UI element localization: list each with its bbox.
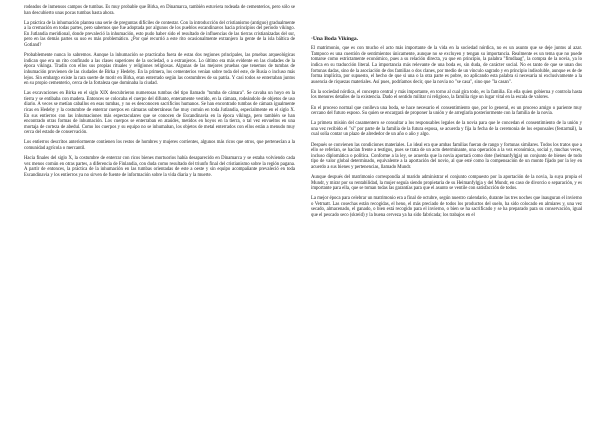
paragraph: rodeados de inmensos campos de tumbas. Es muy probable que Birka, en Dinamarca, también estuviera rodeada de cementerios, pero sólo se han descubierto unas pocas tumbas hasta ahora. — [24, 5, 295, 16]
paragraph: El matrimonio, que es con mucho el acto más importante de la vida en la sociedad nórdica, no es un asunto que se deje juntos al azar. Tampoco es una cuestión de sentimientos únicamente, aunque no se excluyen y tengan su importancia. Realmente es un tema que no puede tomarse como estrictamente económico, pues a su relación directa, ya que en principio, la palabra "fimdlaag", la compra de la novia, ya lo indica en su traducción literal. La importancia más relevante de una boda es, sin duda, de carácter social. No es tanto de que se unan dos fortunas dadas, sino de la asociación de dos familias o dos clanes, por medio de un vínculo sagrado y en principio indisoluble, aunque es de de forma implícita, por supuesto, el hecho de que si una o la otra parte es pobre, no aplicando esta palabra si necesaria ni exclusivamente a la ausencia de riquezas materiales. Así pues, podríamos decir, que la novia no "se casa", sino que "la casan". — [311, 46, 582, 85]
paragraph: En la sociedad nórdica, el concepto central y más importante, en torno al cual gira todo, es la familia. En ella quien gobierna y controla hasta los menores detalles de la existencia. Dado el sentido militar ni religioso, la familia rige un lugar vital en la escala de valores. — [311, 89, 582, 101]
paragraph: Aunque después del matrimonio correspondía al marido administrar el conjunto compuesto por la aportación de la novia, la suya propia el Mundr, y mirar por su rentabilidad, la mujer seguía siendo propietaria de su Heimanfylgja y del Mundr, en caso de divorcio o separación, y es importante para ella, que se toman todas las garantías para que el asunto se ventile con satisfacción de todos. — [311, 174, 582, 192]
paragraph: Probablemente nunca lo sabremos. Aunque la inhumación se practicaba fuera de estas dos regiones principales, las pruebas arqueológicas indican que era un rito confinado a las clases superiores de la sociedad, o a extranjeros. Lo último era más evidente en las ciudades de la época vikinga. Tradin con ellos sus propias rituales y religiones religiosas. Algunas de las mejores pruebas que tenemos de tumbas de inhumación provienen de las ciudades de Birka y Hedeby. En la primera, los cementerios venían sobre toda del este, de Rusia o incluso más lejos. Sin embargo existe la rara suerte de morir en Birka, eran enterrado según las costumbres de su patria. Y casi todos se enterraban juntos en su propio cementerio, cerca de la fortaleza que dominaba la ciudad. — [24, 53, 295, 87]
right-column — [311, 5, 582, 424]
paragraph: En el proceso normal que conlleva una boda, se hace necesario el consentimiento que, por lo general, es un proceso amigo o pariente muy cercano del futuro esposo. Su quien se encargará de proponer la unión y de arreglarla posteriormente con la familia de la novia. — [311, 105, 582, 117]
paragraph: Las excavaciones en Birka en el siglo XIX descubrieron numerosas tumbas del tipo llamado "tumba de cámara". Se cavaba un hoyo en la tierra y se entibaba con madera. Entonces se colocaba el cuerpo del difunto, enteramente vestido, en la cámara, rodeándolo de objetos de uso diario. A veces se metían caballos en esas tumbas, y no es desconocen sacrificios humanos. Se han encontrado tumbas de cámara igualmente ricas en Hedeby y la costumbre de enterrar cuerpos en cámaras subterráneas fue muy común en toda Jutlandia, especialmente en el siglo X. En sus entierros con las inhumaciones más espectaculares que se conocen de Escandinavia en la época vikinga, pero también se han encontrado otras formas de inhumación. Los cuerpos se enterraban en ataúdes, metidos en hoyos en la tierra, o tal vez envueltos en una mortaja de corteza de abedul. Como los cuerpos y su equipo no se inhumaban, los objetos de metal enterrados con ellos están a menudo muy cerca del estado de conservación. — [24, 91, 295, 136]
paragraph: Los entierros descritos anteriormente contienen los restos de hombres y mujeres corrientes, algunos más ricos que otros, que pertenecían a la comunidad agrícola o mercantil. — [24, 140, 295, 152]
paragraph: La práctica de la inhumación plantea una serie de preguntas difíciles de contestar. Con la introducción del cristianismo (antiguo) gradualmente a la cremación en todas partes, pero sabemos que fue adoptada por algunos de los pueblos escandinavos hacia principios del período vikingo. En Jutlandia meridional, donde prevaleció la inhumación, esto pudo haber sido el resultado de influencias de las tierras cristianizadas del sur, pero en las demás partes su uso es más problemático. ¿Por qué recurrió a este rito ocasionalmente extranjero la gente de la isla báltica de Gotland? — [24, 20, 295, 49]
paragraph: La mejor época para celebrar un matrimonio era a final de octubre, según nuestro calendario, durante las tres noches que inauguran el invierno o Vetrnatt. Las cosechas están recogidas, el heno, el más preciado de todos los productos del suelo, ha sido colocado en almiares y, una vez secado, almacenado, el ganado, o bien está recogido para el invierno, o bien se ha sacrificado y se ha preparado para su conservación, igual que el pescado seco (skreid) y la buena cerveza ya ha sido fabricada; los trabajos en el — [311, 196, 582, 219]
section-heading: ·Una Boda Vikinga. — [311, 36, 359, 42]
paragraph: La primera misión del casamentero se consultar a los responsables legales de la novia para que le concedan el consentimiento de la unión y una vez recibido el "sí" por parte de la familia de la futura esposa, se acuerda y fija la fecha de la ceremonia de los esponsales (festarmál), la cual solía contar un plazo de alrededor de un año o año y algo. — [311, 121, 582, 138]
paragraph: Después se convienen las condiciones materiales. Lo ideal era que ambas familias fueran de rango y fortunas similares. Todos los tratos que a ello se referían, se hacían frente a testigos, pues se trata de un acto determinante, una operación a la vez económica, social y, muchas veces, incluso diplomática o política. Conforme a la ley, se acuerda que la novia aportará como dote (heimanfylgja) un conjunto de bienes de todo tipo de valor global determinado, equivalente a la aportación del novio, al que esté como la compensación de un monto fijado por la ley en acuerdo a sus bienes y pertenencias, llamado Mundr. — [311, 142, 582, 170]
paragraph: Hacia finales del siglo X, la costumbre de enterrar con ricos bienes mortuorios había desaparecido en Dinamarca y se estaba volviendo cada vez menos común en otras partes, a diferencia de Finlandia, con duda como resultado del triunfo final del cristianismo sobre la región pagana. A partir de entonces, la práctica de la inhumación en las tumbas orientadas de este a oeste y sin equipo acompañante prevaleció en toda Escandinavia y los entierros ya no sirven de fuente de información sobre la vida diaria y la muerte. — [24, 156, 295, 178]
left-column — [24, 5, 295, 424]
